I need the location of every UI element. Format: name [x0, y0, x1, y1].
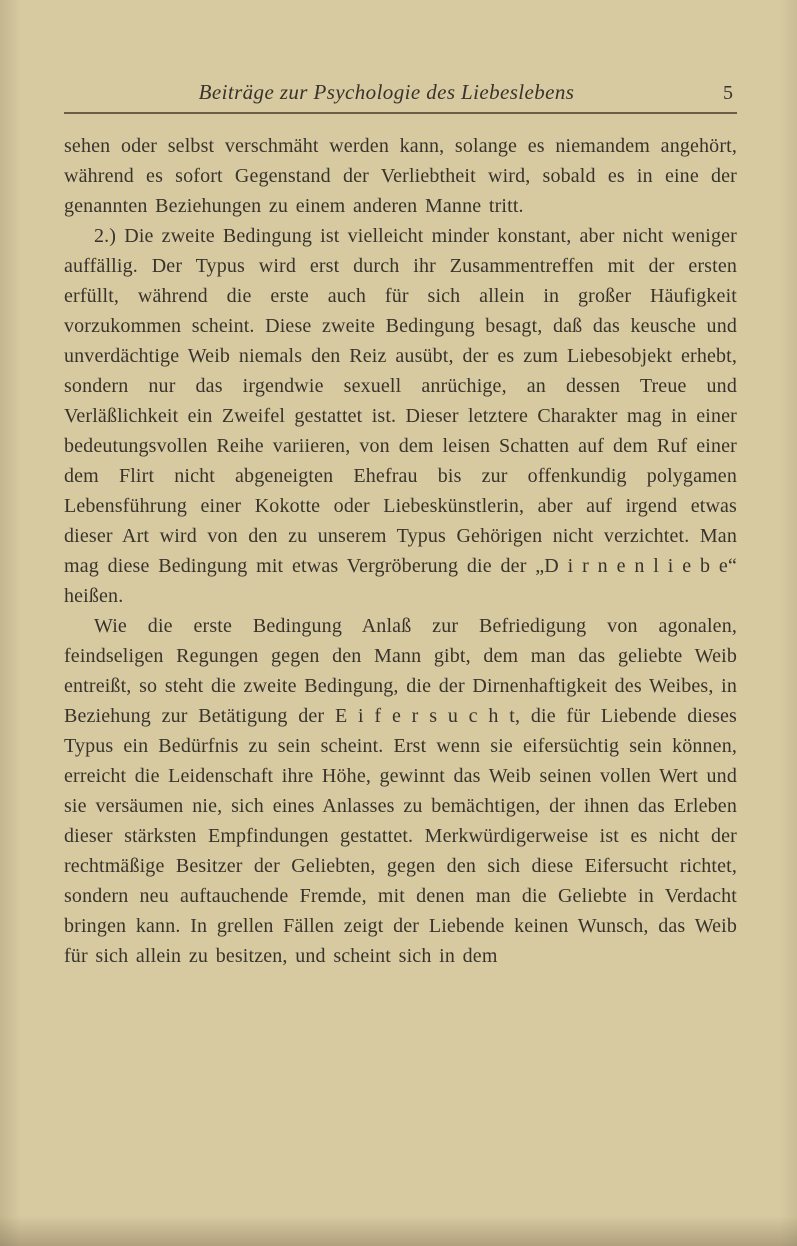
page-header	[64, 80, 737, 112]
paragraph-3: Wie die erste Bedingung Anlaß zur Befriedigung von agonalen, feindseligen Regungen gegen den Mann gibt, dem man das geliebte Weib entreißt, so steht die zweite Bedingung, die der Dirnenhaftigkeit des Weibes, in Beziehung zur Betätigung der E i f e r s u c h t, die für Liebende dieses Typus ein Bedürfnis zu sein scheint. Erst wenn sie eifersüchtig sein können, erreicht die Leidenschaft ihre Höhe, gewinnt das Weib seinen vollen Wert und sie versäumen nie, sich eines Anlasses zu bemächtigen, der ihnen das Erleben dieser stärksten Empfindungen gestattet. Merkwürdigerweise ist es nicht der rechtmäßige Besitzer der Geliebten, gegen den sich diese Eifersucht richtet, sondern neu auftauchende Fremde, mit denen man die Geliebte in Verdacht bringen kann. In grellen Fällen zeigt der Liebende keinen Wunsch, das Weib für sich allein zu besitzen, und scheint sich in dem	[64, 615, 737, 967]
page-number: 5	[723, 82, 733, 104]
header-rule	[64, 112, 737, 114]
paragraph-1: sehen oder selbst verschmäht werden kann, solange es niemandem angehört, während es sofort Gegenstand der Verliebtheit wird, sobald es in eine der genannten Beziehungen zu einem anderen Manne tritt.	[64, 135, 737, 217]
paragraph-2: 2.) Die zweite Bedingung ist vielleicht minder konstant, aber nicht weniger auffällig. Der Typus wird erst durch ihr Zusammentreffen mit der ersten erfüllt, während die erste auch für sich allein in großer Häufigkeit vorzukommen scheint. Diese zweite Bedingung besagt, daß das keusche und unverdächtige Weib niemals den Reiz ausübt, der es zum Liebesobjekt erhebt, sondern nur das irgendwie sexuell anrüchige, an dessen Treue und Verläßlichkeit ein Zweifel gestattet ist. Dieser letztere Charakter mag in einer bedeutungsvollen Reihe variieren, von dem leisen Schatten auf dem Ruf einer dem Flirt nicht abgeneigten Ehefrau bis zur offenkundig polygamen Lebensführung einer Kokotte oder Liebeskünstlerin, aber auf irgend etwas dieser Art wird von den zu unserem Typus Gehörigen nicht verzichtet. Man mag diese Bedingung mit etwas Vergröberung die der „D i r n e n l i e b e“ heißen.	[64, 225, 737, 607]
page-body	[64, 131, 737, 971]
running-head-title: Beiträge zur Psychologie des Liebeslebens	[198, 80, 575, 104]
